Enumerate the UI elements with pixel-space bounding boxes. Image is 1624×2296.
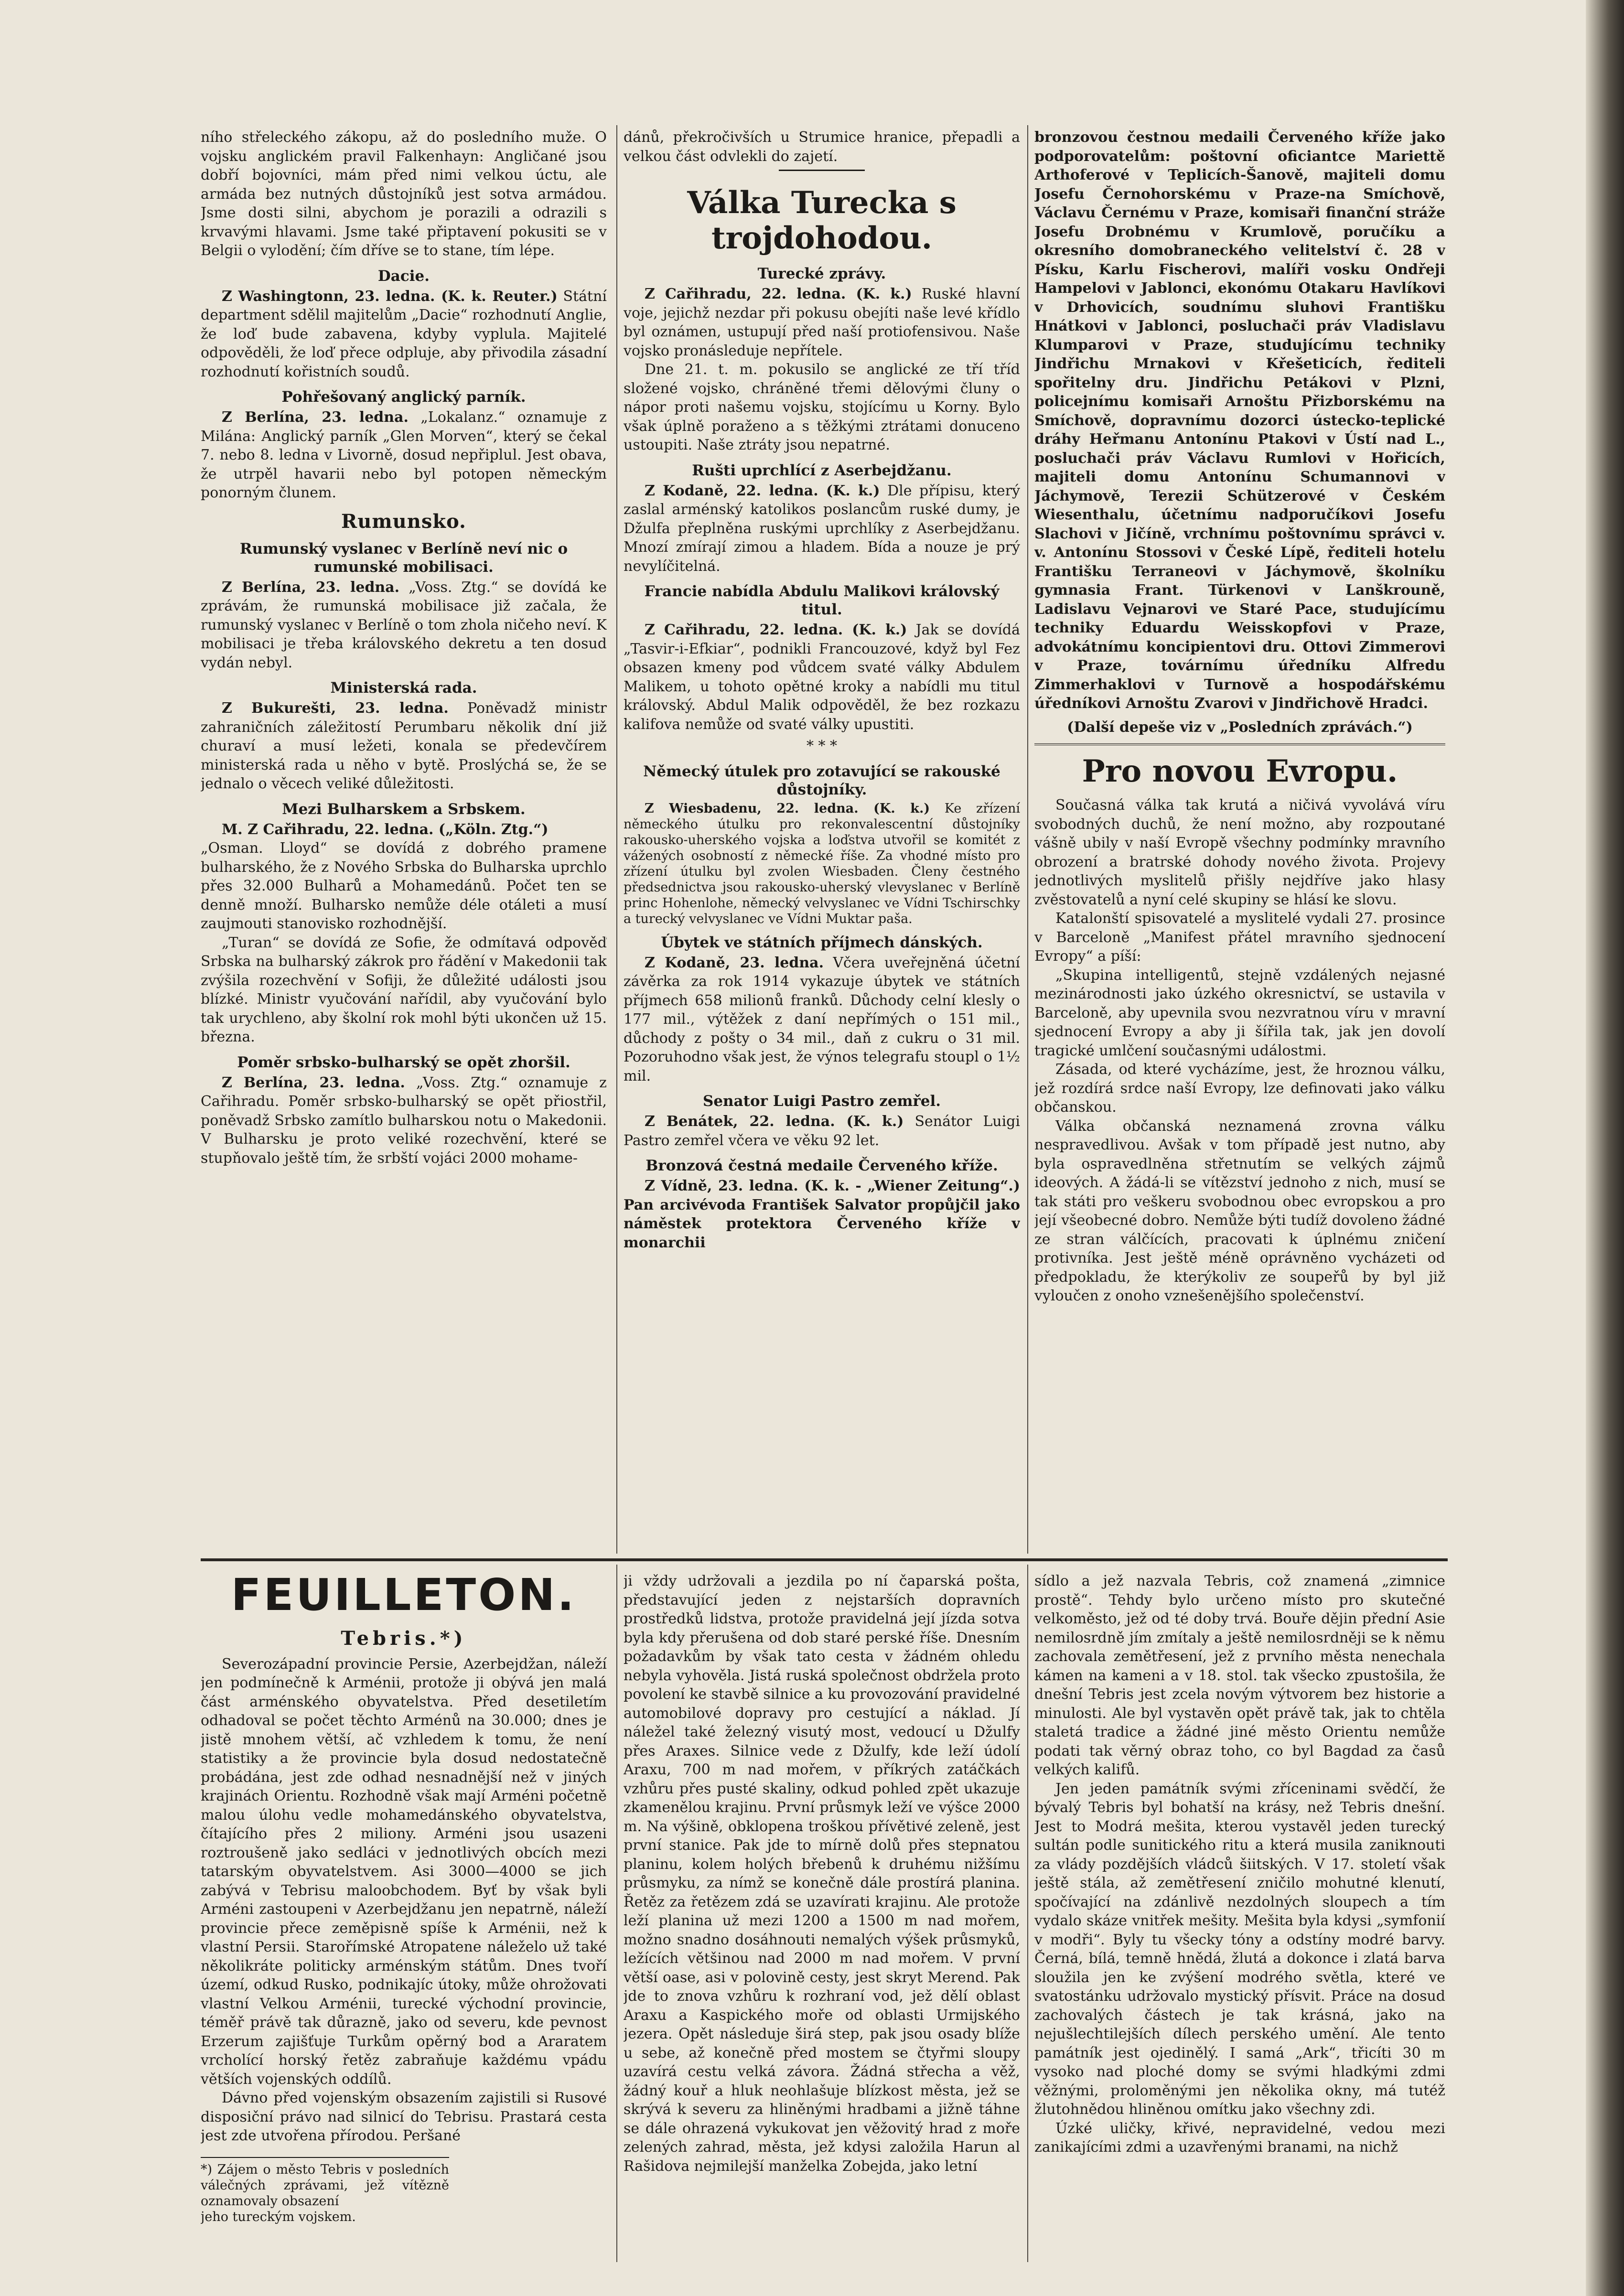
senator-article [624, 1112, 1020, 1150]
pomer-body: „Voss. Ztg.“ oznamuje z Cařihradu. Poměr srbsko-bulharský se opět přiostřil, poněvadž Srbsko zamítlo bulharskou notu o Makedonii. V Bulharsku je proto veliké rozechvění, které se stupňovalo ještě tím, že srbští vojáci 2000 mohame- [201, 1074, 607, 1167]
feuilleton-rule-2 [1027, 1565, 1028, 2262]
rumunsko-headline: Rumunsko. [341, 510, 466, 533]
rumunsko-body: „Voss. Ztg.“ se dovídá ke zprávám, že rumunská mobilisace již začala, že rumunský vyslanec v Berlíně o tom zhola ničeho neví. K mobilisaci je třeba královského dekretu a ten dosud vydán nebyl. [201, 579, 607, 671]
feuilleton-column-2 [624, 1572, 1020, 2264]
francie-body: Jak se dovídá „Tasvir-i-Efkiar“, podnikli Francouzové, když byl Fez obsazen kmeny pod vůdcem svaté války Abdulem Malikem, u tohoto opětné kroky a nabídli mu titul královský. Abdul Malik odpověděl, že bez rozkazu kalifova nemůže od svaté války upustiti. [624, 622, 1020, 733]
rumunsko-subheadline: Rumunský vyslanec v Berlíně neví nic o rumunské mobilisaci. [239, 540, 568, 576]
utulek-dateline: Z Wiesbadenu, 22. ledna. (K. k.) [645, 801, 930, 816]
turecke-headline: Turecké zprávy. [757, 265, 886, 282]
ministerska-body: Poněvadž ministr zahraničních záležitostí Perumbaru několik dní již churaví a musí ležeti, konala se předevčírem ministerská rada u něho v bytě. Proslýchá se, že se jednalo o věcech veliké důležitosti. [201, 700, 607, 792]
more-reports-note: (Další depeše viz v „Posledních zprávách.“) [1067, 719, 1413, 736]
turecke-body-2: Dne 21. t. m. pokusilo se anglické ze tří tříd složené vojsko, chráněné třemi dělovými čluny o nápor proti našemu vojsku, stojícímu u Korny. Bylo však úplně poraženo a s těžkými ztrátami donuceno ustoupiti. Naše ztráty jsou nepatrné. [624, 361, 1020, 453]
ministerska-headline: Ministerská rada. [330, 679, 477, 697]
feuilleton-rule-1 [616, 1565, 617, 2262]
feuilleton-paragraph-4: sídlo a jež nazvala Tebris, což znamená „zimnice prostě“. Tehdy bylo určeno místo pro skutečné velkoměsto, jež od té doby trvá. Bouře dějin přední Asie nemilosrdně jím zmítaly a ještě nemilosrdněji se k němu zachovala zemětřesení, jež z prvního města nenechala kámen na kameni a v 18. stol. tak všecko zpustošila, že dnešní Tebris jest zcela novým výtvorem bez historie a minulosti. Ale byl vystavěn opět právě tak, jak to chtěla staletá tradice a žádné jiné město Orientu nemůže podati tak věrný obraz toho, co byl Bagdad za časů velkých kalifů. [1034, 1573, 1445, 1778]
francie-article [624, 621, 1020, 734]
francie-dateline: Z Cařihradu, 22. ledna. (K. k.) [645, 622, 907, 638]
danske-body: Včera uveřejněná účetní závěrka za rok 1914 vykazuje úbytek ve státních příjmech 658 milionů franků. Důchody celní klesly o 177 mil., výtěžek z daní nepřímých o 151 mil., důchody z pošty o 34 mil., daň z cukru o 31 mil. Pozoruhodno však jest, že výnos telegrafu stoupl o 1½ mil. [624, 954, 1020, 1084]
column-rule-1 [616, 125, 617, 1554]
parnik-article [201, 408, 607, 503]
utulek-headline: Německý útulek pro zotavující se rakouské důstojníky. [643, 762, 1000, 798]
parnik-body: „Lokalanz.“ oznamuje z Milána: Anglický parník „Glen Morven“, který se čekal 7. nebo 8. ledna v Livorně, dosud nepřiplul. Jest obava, že utrpěl havarii nebo byl potopen německým ponorným člunem. [201, 409, 607, 501]
utulek-article [624, 801, 1020, 927]
rusti-dateline: Z Kodaně, 22. ledna. (K. k.) [645, 482, 880, 499]
pomer-dateline: Z Berlína, 23. ledna. [222, 1074, 405, 1091]
feuilleton-paragraph-5: Jen jeden památník svými zříceninami svědčí, že bývalý Tebris byl bohatší na krásy, než Tebris dnešní. Jest to Modrá mešita, kterou vystavěl jeden turecký sultán podle sunitického ritu a která musila zaniknouti za vlády pozdějších vládců šiitských. V 17. století však ještě stála, až zemětřesení zničilo mohutné klenutí, spočívající na zdánlivě nezdolných sloupech a tím vydalo skáze vnitřek mešity. Mešita byla kdysi „symfonií v modři“. Byly tu všecky tóny a odstíny modré barvy. Černá, bílá, temně hnědá, žlutá a dokonce i zlatá barva sloužila jen ke zvýšení modrého světla, které ve svatostánku udržovalo mystický přísvit. Práce na dosud zachovalých částech je tak krásná, jako na nejušlechtilejších dílech perského umění. Ale tento památník jest ojedinělý. I samá „Ark“, třicíti 30 m vysoko nad ploché domy se svými hladkými zdmi věžnými, proloměnými jen několika okny, má tutéž žlutohnědou hliněnou omítku jako všechny zdi. [1034, 1780, 1445, 2118]
dacie-body: Státní department sdělil majitelům „Dacie“ rozhodnutí Anglie, že loď bude zabavena, kdyby vyplula. Majitelé odpověděli, že loď přece odpluje, aby přivodila zásadní rozhodnutí kořistních soudů. [201, 288, 607, 380]
rusti-body: Dle přípisu, který zaslal arménský katolikos poslancům ruské dumy, je Džulfa přeplněna ruskými uprchlíky z Aserbejdžanu. Mnozí zmírají zimou a hladem. Bída a nouze je prý nevylíčitelná. [624, 482, 1020, 575]
footnote-line-1: *) Zájem o město Tebris v posledních válečných zprávami, jež vítězně oznamovaly obsazení [201, 2162, 449, 2209]
evropa-headline: Pro novou Evropu. [1082, 753, 1398, 789]
double-rule [1034, 743, 1445, 747]
column-3 [1034, 128, 1445, 1552]
rusti-article [624, 482, 1020, 576]
column-1 [201, 128, 607, 1552]
feuilleton-title: FEUILLETON. [231, 1569, 577, 1620]
senator-headline: Senator Luigi Pastro zemřel. [702, 1093, 941, 1110]
evropa-paragraph-5: Válka občanská neznamená zrovna válku nespravedlivou. Avšak v tom případě jest nutno, aby byla ospravedlněna střetnutím se velkých zájmů ideových. A žádá-li se vítězství jednoho z nich, musí se tak státi pro veškeru svobodnou obec evropskou a pro její všeobecné dobro. Nemůže býti tudíž dovoleno žádné ze stran válčících, pracovati k úplnému zničení protivníka. Jest ještě méně oprávněno vycházeti od předpokladu, že kterýkoliv ze soupeřů by byl již vyloučen z onoho vznešenějšího společenství. [1034, 1117, 1445, 1304]
evropa-paragraph-4: Zásada, od které vycházíme, jest, že hroznou válku, jež rozdírá srdce naší Evropy, lze definovati jako válku občanskou. [1034, 1061, 1445, 1116]
war-title: Válka Turecka s trojdohodou. [687, 185, 957, 256]
senator-body: Senátor Luigi Pastro zemřel včera ve věku 92 let. [624, 1113, 1020, 1149]
turecke-body-1: Ruské hlavní voje, jejichž nezdar při pokusu obejíti naše levé křídlo byl oznámen, ustupují před naší protiofensivou. Naše vojsko pronásleduje nepřítele. [624, 286, 1020, 359]
stars-separator: * * * [806, 738, 838, 754]
col2-intro: dánů, překročivších u Strumice hranice, přepadli a velkou část odvlekli do zajetí. [624, 129, 1020, 165]
dacie-article [201, 287, 607, 382]
page-binding-edge [1586, 0, 1624, 2296]
feuilleton-column-3 [1034, 1572, 1445, 2264]
bulharsko-dateline-line [201, 820, 607, 839]
evropa-paragraph-2: Katalonští spisovatelé a myslitelé vydali 27. prosince v Barceloně „Manifest přátel mravního sjednocení Evropy“ a píší: [1034, 910, 1445, 965]
bulharsko-dateline: M. Z Cařihradu, 22. ledna. („Köln. Ztg.“) [222, 821, 549, 838]
medaile-article [624, 1177, 1020, 1252]
medaile-continuation: bronzovou čestnou medaili Červeného kříže jako podporovatelům: poštovní oficiantce Mariettě Arthoferové v Teplicích-Šanově, majiteli domu Josefu Černohorskému v Praze-na Smíchově, Václavu Černému v Praze, komisaři finanční stráže Josefu Drobnému v Krumlově, poručíku a okresního domobraneckého velitelství č. 28 v Písku, Karlu Fischerovi, malíři vosku Ondřeji Hampelovi v Jablonci, ekonómu Otakaru Havlíkovi v Drhovicích, soudnímu sluhovi Františku Hnátkovi v Jablonci, posluchači práv Vladislavu Klumparovi v Praze, studujícímu techniky Jindřichu Mrnakovi v Křešeticích, řediteli spořitelny dru. Jindřichu Petákovi v Plzni, policejnímu komisaři Arnoštu Přizborskému na Smíchově, dopravnímu dozorci ústecko-teplické dráhy Heřmanu Antonínu Ptakovi v Ústí nad L., posluchači práv Václavu Rumlovi v Hořicích, majiteli domu Antonínu Schumannovi v Jáchymově, Terezii Schützerové v Českém Wiesenthalu, účetnímu nadporučíkovi Josefu Slachovi v Jičíně, vrchnímu poštovnímu správci v. v. Antonínu Stossovi v České Lípě, řediteli hotelu Františku Terraneovi v Jáchymově, školníku gymnasia Frant. Türkenovi v Lanškrouně, Ladislavu Vejnarovi ve Staré Pace, studujícímu techniky Eduardu Weisskopfovi v Praze, advokátnímu koncipientovi dru. Ottovi Zimmerovi v Praze, továrnímu úředníku Alfredu Zimmerhaklovi v Turnově a hospodářskému úředníkovi Arnoštu Zvarovi v Jindřichově Hradci. [1034, 129, 1445, 712]
feuilleton-paragraph-6: Úzké uličky, křivé, nepravidelné, vedou mezi zanikajícími zdmi a uzavřenými branami, na nichž [1034, 2120, 1445, 2156]
danske-article [624, 954, 1020, 1086]
footnote [201, 2157, 449, 2225]
turecke-article [624, 285, 1020, 360]
bulharsko-body-1: „Osman. Lloyd“ se dovídá z dobrého pramene bulharského, že z Nového Srbska do Bulharska uprchlo přes 32.000 Bulharů a Mohamedánů. Počet ten se denně množí. Bulharsko nemůže déle otáleti a musí zaujmouti stanovisko rozhodnější. [201, 840, 607, 932]
evropa-paragraph-1: Současná válka tak krutá a ničivá vyvolává víru svobodných duchů, že není možno, aby rozpoutané vášně ubily v naší Evropě všechny podmínky mravního obrození a bratrské dohody nového života. Projevy jednotlivých myslitelů přišly nejdříve jako hlasy zvěstovatelů a nyní celé skupiny se hlásí ke slovu. [1034, 797, 1445, 908]
separator [779, 170, 865, 171]
danske-headline: Úbytek ve státních příjmech dánských. [661, 933, 983, 951]
turecke-dateline: Z Cařihradu, 22. ledna. (K. k.) [645, 286, 912, 302]
rusti-headline: Rušti uprchlící z Aserbejdžanu. [692, 461, 952, 479]
parnik-headline: Pohřešovaný anglický parník. [281, 388, 526, 406]
rumunsko-article [201, 578, 607, 673]
ministerska-dateline: Z Bukurešti, 23. ledna. [222, 700, 449, 717]
dacie-dateline: Z Washingtonn, 23. ledna. (K. k. Reuter.) [222, 288, 558, 305]
feuilleton-column-1 [201, 1562, 607, 2264]
ministerska-article [201, 699, 607, 794]
rumunsko-dateline: Z Berlína, 23. ledna. [222, 579, 400, 596]
pomer-headline: Poměr srbsko-bulharský se opět zhoršil. [237, 1053, 570, 1071]
bulharsko-headline: Mezi Bulharskem a Srbskem. [282, 800, 526, 818]
danske-dateline: Z Kodaně, 23. ledna. [645, 954, 824, 971]
feuilleton-paragraph-3: ji vždy udržovali a jezdila po ní čaparská pošta, představující jeden z nejstarších dopravních prostředků lidstva, protože pravidelná její jízda sotva byla kdy přerušena od dob staré perské říše. Dnesním požadavkům by však tato cesta v žádném ohledu nebyla vyhověla. Jistá ruská společnost obdržela proto povolení ke stavbě silnice a ku provozování pravidelné automobilové dopravy pro cestující a náklad. Jí náležel také železný visutý most, vedoucí u Džulfy přes Araxes. Silnice vede z Džulfy, kde leží údolí Araxu, 700 m nad mořem, v příkrých zatáčkách vzhůru přes pusté skaliny, odkud pohled zpět ukazuje zkamenělou krajinu. První průsmyk leží ve výšce 2000 m. Na výšině, obklopena troškou přívětivé zeleně, jest první stanice. Pak jde to mírně dolů přes stepnatou planinu, kolem holých břebenů k druhému nižšímu průsmyku, za nímž se konečně dále prostírá planina. Řetěz za řetězem zdá se uzavírati krajinu. Ale protože leží planina už mezi 1200 a 1500 m nad mořem, možno snadno dosáhnouti nemalých výšek průsmyků, ležících většinou nad 2000 m nad mořem. V první větší oase, asi v polovině cesty, jest skryt Merend. Pak jde to znova vzhůru k rozhraní vod, jež dělí oblast Araxu a Kaspického moře od oblasti Urmijského jezera. Opět následuje širá step, pak jsou osady blíže u sebe, až konečně před mostem se čtyřmi sloupy uzavírá cestu velká závora. Žádná střecha a věž, žádný kouř a hluk neohlašuje blízkost města, jež se skrývá k severu za hliněnými hradbami a jižně táhne se dále ohrazená vykukovat jen věžovitý hrad z moře zelených zahrad, města, jež kdysi založila Harun al Rašidova nejmilejší manželka Zobejda, jako letní [624, 1573, 1020, 2175]
dacie-headline: Dacie. [377, 267, 430, 285]
feuilleton-paragraph-2: Dávno před vojenským obsazením zajistili si Rusové disposiční právo nad silnicí do Tebrisu. Prastará cesta jest zde utvořena přírodou. Peršané [201, 2090, 607, 2144]
utulek-body: Ke zřízení německého útulku pro rekonvalescentní důstojníky rakousko-uherského vojska a loďstva utvořil se komitét z vážených osobností z německé říše. Za vhodné místo pro zřízení útulku byl zvolen Wiesbaden. Členy čestného předsednictva jsou rakousko-uherský vlevyslanec v Berlíně princ Hohenlohe, německý velvyslanec ve Vídni Tschirschky a turecký velvyslanec ve Vídni Muktar paša. [624, 801, 1020, 926]
bulharsko-body-2: „Turan“ se dovídá ze Sofie, že odmítavá odpověď Srbska na bulharský zákrok pro řádění v Makedonii tak zvýšila rozechvění v Sofiji, že důležité události jsou blízké. Ministr vyučování nařídil, aby vyučování bylo tak urychleno, aby školní rok mohl býti ukončen už 15. března. [201, 934, 607, 1045]
medaile-dateline: Z Vídně, 23. ledna. (K. k. - „Wiener Zeitung“.) [645, 1178, 1020, 1194]
footnote-line-2: jeho tureckým vojskem. [201, 2209, 356, 2224]
medaile-headline: Bronzová čestná medaile Červeného kříže. [645, 1157, 998, 1174]
senator-dateline: Z Benátek, 22. ledna. (K. k.) [645, 1113, 904, 1130]
feuilleton-subtitle: Tebris.*) [341, 1627, 467, 1650]
evropa-paragraph-3: „Skupina intelligentů, stejně vzdálených nejasné mezinárodnosti jako úzkého okresnictví, se ustavila v Barceloně, aby upevnila svou nezvratnou víru v mravní sjednocení Evropy a aby ji šířila tak, jak jen dovolí tragické umlčení současnými událostmi. [1034, 966, 1445, 1059]
col1-intro: ního střeleckého zákopu, až do posledního muže. O vojsku anglickém pravil Falkenhayn: Angličané jsou dobří bojovníci, mám před nimi velkou úctu, ale armáda bez nutných důstojníků jest sotva armádou. Jsme dosti silni, abychom je porazili a odrazili s krvavými hlavami. Jsme také připtavení pokusiti se v Belgii o vylodění; čím dříve se to stane, tím lépe. [201, 129, 607, 259]
pomer-article [201, 1073, 607, 1168]
parnik-dateline: Z Berlína, 23. ledna. [222, 409, 409, 426]
medaile-body: Pan arcivévoda František Salvator propůjčil jako náměstek protektora Červeného kříže v monarchii [624, 1196, 1020, 1251]
francie-headline: Francie nabídla Abdulu Malikovi královský titul. [644, 583, 1000, 618]
feuilleton-paragraph-1: Severozápadní provincie Persie, Azerbejdžan, náleží jen podmínečně k Arménii, protože ji obývá jen malá část arménského obyvatelstva. Před desetiletím odhadoval se počet těchto Arménů na 30.000; dnes je jistě mnohem větší, ač vzhledem k tomu, že není statistiky a že provincie byla dosud nedostatečně probádána, jest zde odhad nesnadnější než v jiných krajinách Orientu. Rozhodně však mají Arméni početně malou úlohu vedle mohamedánského obyvatelstva, čítajícího přes 2 miliony. Arméni jsou usazeni roztroušeně jako sedláci v jednotlivých obcích mezi tatarským obyvatelstvem. Asi 3000—4000 se jich zabývá v Tebrisu maloobchodem. Byť by však byli Arméni zastoupeni v Azerbejdžanu jen nepatrně, náleží provincie přece zeměpisně spíše k Arménii, než k vlastní Persii. Starořímské Atropatene náleželo už také několikráte politicky arménským státům. Dnes tvoří území, odkud Rusko, podnikajíc útoky, může ohrožovati vlastní Velkou Arménii, turecké východní provincie, téměř právě tak důrazně, jako od severu, kde pevnost Erzerum zajišťuje Turkům opěrný bod a Araratem vrcholící horský řetěz zabraňuje každému vpádu větších vojenských oddílů. [201, 1655, 607, 2088]
feuilleton-divider [201, 1558, 1448, 1561]
column-2 [624, 128, 1020, 1552]
column-rule-2 [1027, 125, 1028, 1554]
